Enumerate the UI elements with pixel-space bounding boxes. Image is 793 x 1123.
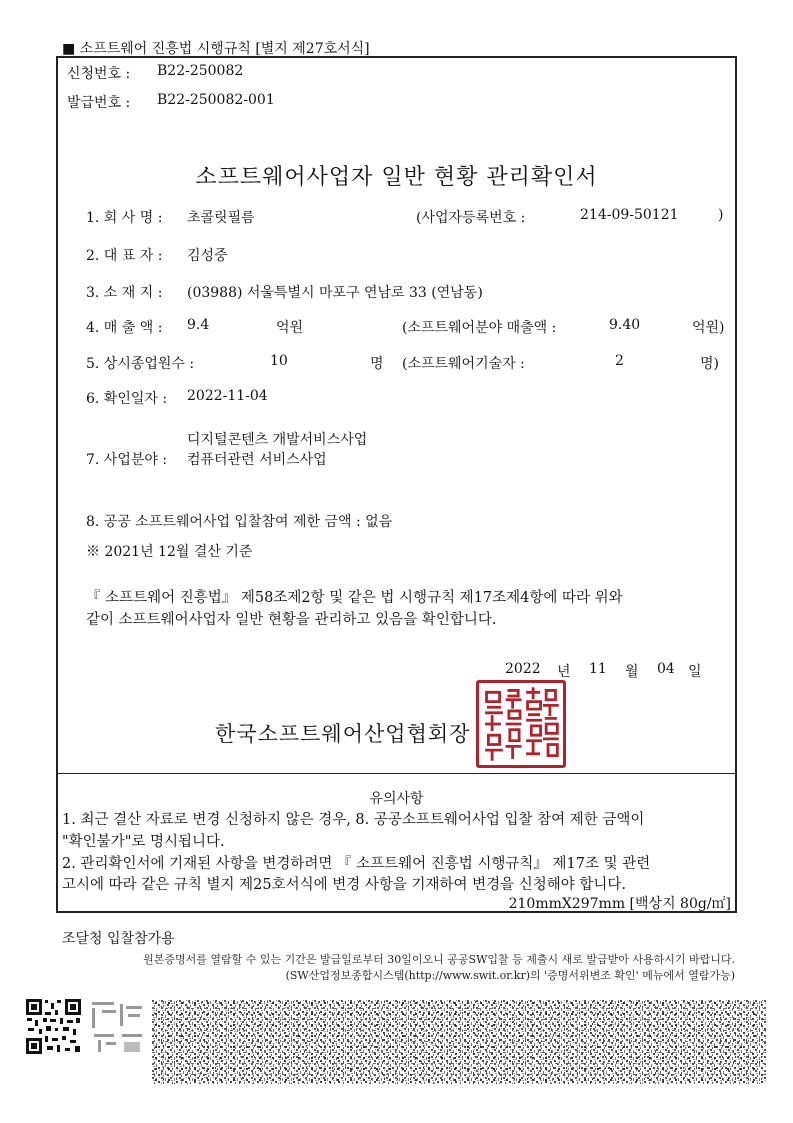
- date-month-unit: 월: [625, 664, 639, 680]
- notice-divider: [56, 773, 737, 774]
- page-title: 소프트웨어사업자 일반 현황 관리확인서: [195, 165, 598, 190]
- application-number-label: 신청번호 :: [67, 66, 131, 82]
- registration-close: ): [718, 207, 724, 223]
- verification-mark-icon: [88, 998, 148, 1055]
- issue-number: B22-250082-001: [157, 92, 275, 108]
- revenue-value: 9.4: [187, 317, 210, 333]
- employees-value: 10: [270, 353, 288, 369]
- security-barcode-icon: [152, 1000, 766, 1084]
- date-day: 04: [657, 661, 675, 677]
- sw-revenue-unit: 억원): [692, 320, 725, 336]
- footer-line-1: 원본증명서를 열람할 수 있는 기간은 발급일로부터 30일이오니 공공SW입찰 등 제출시 새로 발급받아 사용하시기 바랍니다.: [143, 953, 735, 966]
- sw-revenue-value: 9.40: [609, 317, 641, 333]
- notice-title: 유의사항: [369, 791, 424, 807]
- employees-unit: 명: [370, 356, 384, 372]
- business-area-1: 디지털콘텐츠 개발서비스사업: [187, 432, 368, 448]
- registration-label: (사업자등록번호 :: [416, 210, 526, 226]
- company-value: 초콜릿필름: [187, 210, 255, 226]
- settlement-note: ※ 2021년 12월 결산 기준: [86, 544, 253, 560]
- employees-label: 5. 상시종업원수 :: [86, 356, 195, 372]
- confirm-date-value: 2022-11-04: [187, 388, 268, 404]
- official-seal-stamp: [476, 680, 566, 768]
- date-day-unit: 일: [688, 664, 702, 680]
- address-value: (03988) 서울특별시 마포구 연남로 33 (연남동): [187, 285, 483, 301]
- ceo-value: 김성중: [187, 248, 228, 264]
- form-header: ■ 소프트웨어 진흥법 시행규칙 [별지 제27호서식]: [62, 41, 370, 57]
- business-area-2: 컴퓨터관련 서비스사업: [187, 452, 327, 468]
- application-number: B22-250082: [157, 63, 244, 79]
- statement-line-1: 『 소프트웨어 진흥법』 제58조제2항 및 같은 법 시행규칙 제17조제4항에 따라 위와: [86, 590, 623, 606]
- notice-line-3: 2. 관리확인서에 기재된 사항을 변경하려면 『 소프트웨어 진흥법 시행규칙』 제17조 및 관련: [62, 856, 651, 872]
- date-year-unit: 년: [557, 664, 571, 680]
- footer-line-2: (SW산업정보종합시스템(http://www.swit.or.kr)의 '증명서위변조 확인' 메뉴에서 열람가능): [285, 969, 735, 982]
- bid-limit: 8. 공공 소프트웨어사업 입찰참여 제한 금액 : 없음: [86, 514, 393, 530]
- notice-line-1: 1. 최근 결산 자료로 변경 신청하지 않은 경우, 8. 공공소프트웨어사업 입찰 참여 제한 금액이: [62, 812, 645, 828]
- ceo-label: 2. 대 표 자 :: [86, 248, 163, 264]
- company-label: 1. 회 사 명 :: [86, 210, 163, 226]
- sw-engineers-value: 2: [615, 353, 624, 369]
- paper-spec: 210mmX297mm [백상지 80g/㎡]: [508, 896, 731, 912]
- sw-engineers-unit: 명): [700, 356, 719, 372]
- sw-engineers-label: (소프트웨어기술자 :: [402, 356, 525, 372]
- registration-number: 214-09-50121: [580, 207, 679, 223]
- president-signature: 한국소프트웨어산업협회장: [215, 722, 471, 746]
- sw-revenue-label: (소프트웨어분야 매출액 :: [402, 320, 557, 336]
- business-area-label: 7. 사업분야 :: [86, 452, 168, 468]
- date-month: 11: [589, 661, 607, 677]
- statement-line-2: 같이 소프트웨어사업자 일반 현황을 관리하고 있음을 확인합니다.: [86, 612, 497, 628]
- notice-line-2: "확인불가"로 명시됩니다.: [62, 834, 225, 850]
- seal-icon: [479, 683, 563, 765]
- footer-title: 조달청 입찰참가용: [62, 931, 175, 947]
- notice-line-4: 고시에 따라 같은 규칙 별지 제25호서식에 변경 사항을 기재하여 변경을 신청해야 합니다.: [62, 877, 627, 893]
- revenue-unit: 억원: [276, 320, 304, 336]
- issue-number-label: 발급번호 :: [67, 95, 131, 111]
- confirm-date-label: 6. 확인일자 :: [86, 391, 168, 407]
- address-label: 3. 소 재 지 :: [86, 285, 163, 301]
- date-year: 2022: [505, 661, 541, 677]
- qr-code-icon: [25, 998, 82, 1055]
- revenue-label: 4. 매 출 액 :: [86, 320, 163, 336]
